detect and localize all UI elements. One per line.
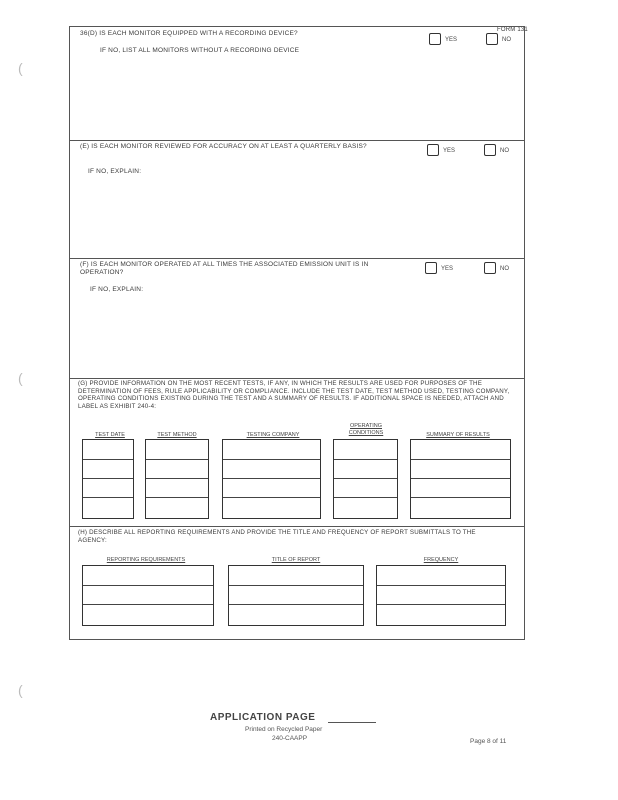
test-date-box[interactable] xyxy=(82,439,134,519)
column-header: FREQUENCY xyxy=(423,557,459,563)
no-label: NO xyxy=(502,37,511,43)
no-checkbox[interactable] xyxy=(484,144,496,156)
question-text: (E) IS EACH MONITOR REVIEWED FOR ACCURACY ON AT LEAST A QUARTERLY BASIS? xyxy=(80,143,367,150)
section-recording-device xyxy=(69,26,525,141)
column-header: TEST DATE xyxy=(95,432,125,438)
title-of-report-box[interactable] xyxy=(228,565,364,626)
form-code: FORM 131 xyxy=(497,27,528,33)
frequency-box[interactable] xyxy=(376,565,506,626)
yes-label: YES xyxy=(443,148,456,154)
question-text: (H) DESCRIBE ALL REPORTING REQUIREMENTS AND PROVIDE THE TITLE AND FREQUENCY OF REPORT SUBMITTALS TO THE AGENCY: xyxy=(78,529,476,544)
no-checkbox[interactable] xyxy=(486,33,498,45)
no-label: NO xyxy=(500,148,509,154)
yes-checkbox[interactable] xyxy=(429,33,441,45)
summary-of-results-box[interactable] xyxy=(410,439,511,519)
reporting-requirements-box[interactable] xyxy=(82,565,214,626)
yes-label: YES xyxy=(445,37,458,43)
margin-mark: ( xyxy=(18,60,23,76)
no-label: NO xyxy=(500,266,509,272)
yes-checkbox[interactable] xyxy=(425,262,437,274)
section-reporting-requirements xyxy=(69,526,525,640)
section-quarterly-review xyxy=(69,140,525,259)
column-header: SUMMARY OF RESULTS xyxy=(426,432,490,438)
footer-title: APPLICATION PAGE xyxy=(210,712,316,723)
column-header: OPERATING CONDITIONS xyxy=(348,423,384,436)
margin-mark: ( xyxy=(18,370,23,386)
test-method-box[interactable] xyxy=(145,439,209,519)
column-header: REPORTING REQUIREMENTS xyxy=(106,557,186,563)
footer-printed-on: Printed on Recycled Paper xyxy=(245,726,323,733)
sub-prompt: IF NO, LIST ALL MONITORS WITHOUT A RECORDING DEVICE xyxy=(100,47,300,54)
yes-checkbox[interactable] xyxy=(427,144,439,156)
column-header: TESTING COMPANY xyxy=(246,432,300,438)
question-text: 36(D) IS EACH MONITOR EQUIPPED WITH A RECORDING DEVICE? xyxy=(80,30,298,37)
sub-prompt: IF NO, EXPLAIN: xyxy=(88,168,142,175)
section-recent-tests xyxy=(69,378,525,527)
footer-page-number: Page 8 of 11 xyxy=(470,738,507,745)
question-text: (F) IS EACH MONITOR OPERATED AT ALL TIMES THE ASSOCIATED EMISSION UNIT IS IN OPERATION? xyxy=(80,261,369,276)
section-operated-at-all-times xyxy=(69,258,525,379)
testing-company-box[interactable] xyxy=(222,439,321,519)
footer-form-id: 240-CAAPP xyxy=(272,735,308,742)
column-header: TITLE OF REPORT xyxy=(271,557,321,563)
sub-prompt: IF NO, EXPLAIN: xyxy=(90,286,144,293)
operating-conditions-box[interactable] xyxy=(333,439,398,519)
margin-mark: ( xyxy=(18,682,23,698)
footer-signature-line xyxy=(328,722,376,723)
question-text: (G) PROVIDE INFORMATION ON THE MOST RECENT TESTS, IF ANY, IN WHICH THE RESULTS ARE USED FOR PURPOSES OF THE DETERMINATION OF FEES, RULE APPLICABILITY OR COMPLIANCE. INCLUDE THE TEST DATE, TEST METHOD USED, TESTING COMPANY, OPERATING CONDITIONS EXISTING DURING THE TEST AND A SUMMARY OF RESULTS. IF ADDITIONAL SPACE IS NEEDED, ATTACH AND LABEL AS EXHIBIT 240-4: xyxy=(78,380,510,410)
no-checkbox[interactable] xyxy=(484,262,496,274)
yes-label: YES xyxy=(441,266,454,272)
column-header: TEST METHOD xyxy=(157,432,197,438)
